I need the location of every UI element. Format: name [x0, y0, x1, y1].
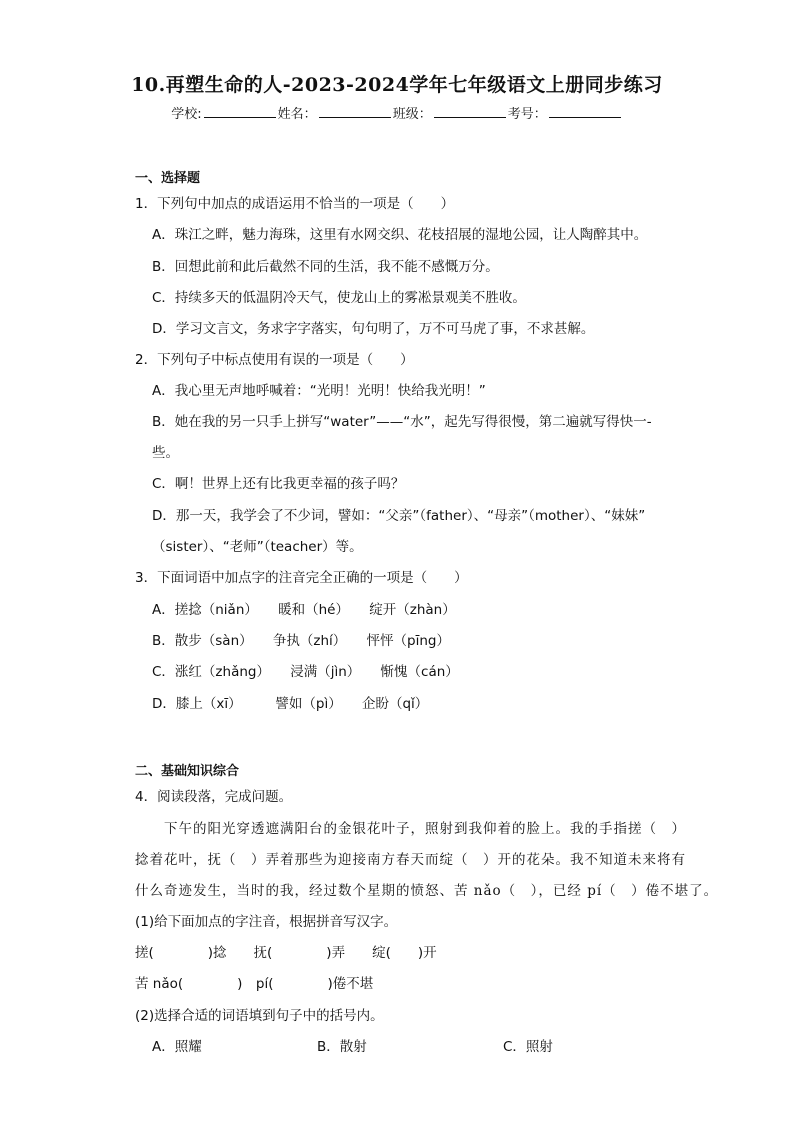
- question-3-option-c: C．涨红（zhǎng） 浸满（jìn） 惭愧（cán）: [152, 664, 459, 680]
- document-title: 10.再塑生命的人-2023-2024学年七年级语文上册同步练习: [131, 74, 663, 96]
- section-heading-basic: 二、基础知识综合: [135, 764, 240, 779]
- question-4-sub-1: (1)给下面加点的字注音，根据拼音写汉字。: [135, 914, 398, 930]
- question-4-sub-2: (2)选择合适的词语填到句子中的括号内。: [135, 1008, 384, 1024]
- class-label: 班级：: [392, 107, 432, 122]
- question-3-stem: 3．下面词语中加点字的注音完全正确的一项是（ ）: [135, 570, 468, 586]
- question-3-option-d: D．膝上（xī） 譬如（pì） 企盼（qǐ）: [152, 696, 429, 712]
- question-4-stem: 4．阅读段落，完成问题。: [135, 789, 293, 805]
- question-4-option-c: C．照射: [503, 1039, 553, 1055]
- question-2-option-c: C．啊！世界上还有比我更幸福的孩子吗？: [152, 476, 405, 492]
- question-4-option-a: A．照耀: [152, 1039, 202, 1055]
- reading-passage-line-1: 下午的阳光穿透遮满阳台的金银花叶子，照射到我仰着的脸上。我的手指搓（ ）: [135, 821, 686, 837]
- question-1-option-a: A．珠江之畔，魅力海珠，这里有水网交织、花枝招展的湿地公园，让人陶醉其中。: [152, 227, 648, 243]
- question-2-option-b: B．她在我的另一只手上拼写“water”——“水”，起先写得很慢，第二遍就写得快一-: [152, 414, 652, 430]
- question-3-option-b: B．散步（sàn） 争执（zhí） 怦怦（pīng）: [152, 633, 450, 649]
- school-blank[interactable]: [204, 105, 276, 118]
- name-blank[interactable]: [319, 105, 391, 118]
- question-2-option-b-cont: 些。: [152, 445, 179, 461]
- school-label: 学校:: [171, 107, 202, 122]
- section-heading-choice: 一、选择题: [135, 171, 201, 186]
- question-1-stem: 1．下列句中加点的成语运用不恰当的一项是（ ）: [135, 196, 455, 212]
- question-2-option-d: D．那一天，我学会了不少词，譬如：“父亲”（father）、“母亲”（mother）、“妹妹”: [152, 508, 646, 524]
- question-1-option-b: B．回想此前和此后截然不同的生活，我不能不感慨万分。: [152, 259, 499, 275]
- question-2-option-d-cont: （sister）、“老师”（teacher）等。: [152, 539, 363, 555]
- class-blank[interactable]: [434, 105, 506, 118]
- question-4-fill-line-2: 苦 nǎo( ) pí( )倦不堪: [135, 976, 374, 992]
- student-info-line: [0, 103, 794, 122]
- name-label: 姓名：: [277, 107, 317, 122]
- question-1-option-c: C．持续多天的低温阴冷天气，使龙山上的雾凇景观美不胜收。: [152, 290, 526, 306]
- question-3-option-a: A．搓捻（niǎn） 暖和（hé） 绽开（zhàn）: [152, 602, 456, 618]
- question-1-option-d: D．学习文言文，务求字字落实，句句明了，万不可马虎了事，不求甚解。: [152, 321, 595, 337]
- question-2-stem: 2．下列句子中标点使用有误的一项是（ ）: [135, 352, 414, 368]
- reading-passage-line-3: 什么奇迹发生，当时的我，经过数个星期的愤怒、苦 nǎo（ ），已经 pí（ ）倦不堪了。: [135, 883, 719, 899]
- reading-passage-line-2: 捻着花叶，抚（ ）弄着那些为迎接南方春天而绽（ ）开的花朵。我不知道未来将有: [135, 852, 686, 868]
- exam-number-label: 考号：: [507, 107, 547, 122]
- question-2-option-a: A．我心里无声地呼喊着：“光明！光明！快给我光明！”: [152, 383, 486, 399]
- question-4-option-b: B．散射: [317, 1039, 367, 1055]
- exam-number-blank[interactable]: [549, 105, 621, 118]
- question-4-fill-line-1: 搓( )捻 抚( )弄 绽( )开: [135, 945, 437, 961]
